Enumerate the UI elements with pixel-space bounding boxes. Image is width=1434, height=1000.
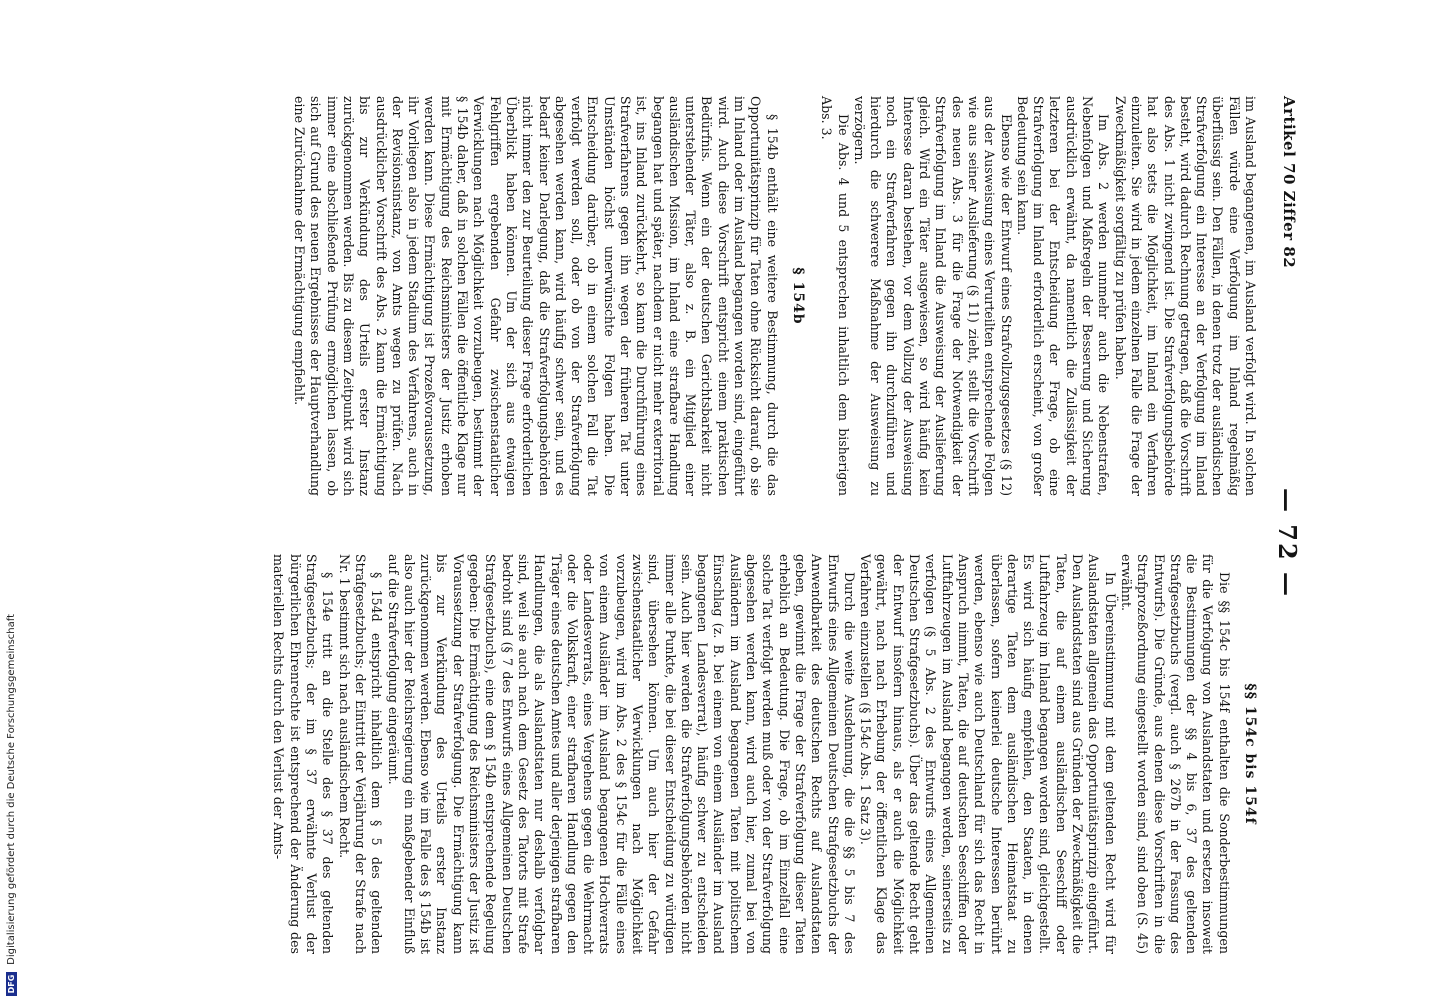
- paragraph: Durch die weite Ausdehnung, die die §§ 5 bis 7 des Entwurfs eines Allgemeinen Deutschen Strafgesetzbuchs der Anwendbarkeit des deutschen Rechts auf Auslandstaten geben, gewinnt die Frage der Strafverfolgung dieser Taten erheblich an Bedeutung. Die Frage, ob im Einzelfall eine solche Tat verfolgt werden muß oder von der Strafverfolgung abgesehen werden kann, wird auch hier, zumal bei von Ausländern im Ausland begangenen Taten mit politischem Einschlag (z. B. bei einem von einem Ausländer im Ausland begangenen Landesverrat), häufig schwer zu entscheiden sein. Auch hier werden die Strafverfolgungsbehörden nicht immer alle Punkte, die bei dieser Entscheidung zu würdigen sind, übersehen können. Um auch hier der Gefahr zwischenstaatlicher Verwicklungen nach Möglichkeit vorzubeugen, wird im Abs. 2 des § 154c für die Fälle eines von einem Ausländer im Ausland begangenen Hochverrats oder Landesverrats, eines Vergehens gegen die Wehrmacht oder die Volkskraft, einer strafbaren Handlung gegen den Träger eines deutschen Amtes und aller derjenigen strafbaren Handlungen, die als Auslandstaten nur deshalb verfolgbar sind, weil sie auch nach dem Gesetz des Tatorts mit Strafe bedroht sind (§ 7 des Entwurfs eines Allgemeinen Deutschen Strafgesetzbuchs), eine dem § 154b entsprechende Regelung gegeben: Die Ermächtigung des Reichsministers der Justiz ist Voraussetzung der Strafverfolgung. Die Ermächtigung kann bis zur Verkündung des Urteils erster Instanz zurückgenommen werden. Ebenso wie im Falle des § 154b ist also auch hier der Reichsregierung ein maßgebender Einfluß auf die Strafverfolgung eingeräumt.: [385, 554, 857, 954]
- right-column: [270, 554, 1258, 954]
- paragraph: § 154d entspricht inhaltlich dem § 5 des geltenden Strafgesetzbuchs; der Eintritt der Verjährung der Strafe nach Nr. 1 bestimmt sich nach ausländischem Recht.: [336, 554, 385, 954]
- paragraph: Die Abs. 4 und 5 entsprechen inhaltlich dem bisherigen Abs. 3.: [819, 96, 851, 496]
- running-head: Artikel 70 Ziffer 82: [1280, 96, 1298, 269]
- footer-text: Digitalisierung gefördert durch die Deutsche Forschungsgemeinschaft: [6, 613, 17, 965]
- page-number: — 72 —: [1273, 487, 1302, 599]
- section-heading: §§ 154c bis 154f: [1242, 683, 1258, 825]
- digitization-footer: [6, 6, 24, 996]
- left-column: [291, 96, 1258, 496]
- paragraph: Ebenso wie der Entwurf eines Strafvollzugsgesetzes (§ 12) aus der Ausweisung eines Verurteilten entsprechende Folgen wie aus seiner Auslieferung (§ 11) zieht, stellt die Vorschrift des neuen Abs. 3 für die Frage der Notwendigkeit der Strafverfolgung im Inland die Ausweisung der Auslieferung gleich. Wird ein Täter ausgewiesen, so wird häufig kein Interesse daran bestehen, vor dem Vollzug der Ausweisung noch ein Strafverfahren gegen ihn durchzuführen und hierdurch die schwerere Maßnahme der Ausweisung zu verzögern.: [851, 96, 1014, 496]
- page-header: [1268, 88, 1302, 998]
- paragraph: Die §§ 154c bis 154f enthalten die Sonderbestimmungen für die Verfolgung von Auslandstaten und ersetzen insoweit die Bestimmungen der §§ 4 bis 6, 37 des geltenden Strafgesetzbuchs (vergl. auch § 267b in der Fassung des Entwurfs). Die Gründe, aus denen diese Vorschriften in die Strafprozeßordnung eingestellt worden sind, sind oben (S. 45) erwähnt.: [1118, 554, 1232, 954]
- paragraph: In Übereinstimmung mit dem geltenden Recht wird für Auslandstaten allgemein das Opportunitätsprinzip eingeführt. Den Auslandstaten sind aus Gründen der Zweckmäßigkeit die Taten, die auf einem ausländischen Seeschiff oder Luftfahrzeug im Inland begangen worden sind, gleichgestellt. Es wird sich häufig empfehlen, den Staaten, in denen derartige Taten dem ausländischen Heimatstaat zu überlassen, sofern keinerlei deutsche Interessen berührt werden, ebenso wie auch Deutschland für sich das Recht in Anspruch nimmt, Taten, die auf deutschen Seeschiffen oder Luftfahrzeugen im Ausland begangen werden, seinerseits zu verfolgen (§ 5 Abs. 2 des Entwurfs eines Allgemeinen Deutschen Strafgesetzbuchs). Über das geltende Recht geht der Entwurf insofern hinaus, als er auch die Möglichkeit gewährt, nach nach Erhebung der öffentlichen Klage das Verfahren einzustellen (§ 154c Abs. 1 Satz 3).: [858, 554, 1118, 954]
- dfg-logo-icon: DFG: [6, 972, 17, 996]
- paragraph: im Ausland begangenen, im Ausland verfolgt wird. In solchen Fällen würde eine Verfolgung im Inland regelmäßig überflüssig sein. Den Fällen, in denen trotz der ausländischen Strafverfolgung ein Interesse an der Verfolgung im Inland besteht, wird dadurch Rechnung getragen, daß die Vorschrift des Abs. 1 nicht zwingend ist. Die Strafverfolgungsbehörde hat also stets die Möglichkeit, im Inland ein Verfahren einzuleiten. Sie wird in jedem einzelnen Falle die Frage der Zweckmäßigkeit sorgfältig zu prüfen haben.: [1112, 96, 1258, 496]
- scanned-page: [128, 88, 1302, 998]
- paragraph: § 154e tritt an die Stelle des § 37 des geltenden Strafgesetzbuchs; der im § 37 erwähnte Verlust der bürgerlichen Ehrenrechte ist entsprechend der Änderung des materiellen Rechts durch den Verlust der Amts-: [271, 554, 336, 954]
- section-heading: § 154b: [789, 267, 806, 325]
- paragraph: Im Abs. 2 werden nunmehr auch die Nebenstrafen, Nebenfolgen und Maßregeln der Besserung und Sicherung ausdrücklich erwähnt, da namentlich die Zulässigkeit der letzteren bei der Entscheidung der Frage, ob eine Strafverfolgung im Inland erforderlich erscheint, von großer Bedeutung sein kann.: [1014, 96, 1112, 496]
- paragraph: § 154b enthält eine weitere Bestimmung, durch die das Opportunitätsprinzip für Taten ohne Rücksicht darauf, ob sie im Inland oder im Ausland begangen worden sind, eingeführt wird. Auch diese Vorschrift entspricht einem praktischen Bedürfnis. Wenn ein der deutschen Gerichtsbarkeit nicht unterstehender Täter, also z. B. ein Mitglied einer ausländischen Mission, im Inland eine strafbare Handlung begangen hat und später, nachdem er nicht mehr exterritorial ist, ins Inland zurückkehrt, so kann die Durchführung eines Strafverfahrens gegen ihn wegen der früheren Tat unter Umständen höchst unerwünschte Folgen haben. Die Entscheidung darüber, ob in einem solchen Fall die Tat verfolgt werden soll, oder ob von der Strafverfolgung abgesehen werden kann, wird häufig schwer sein, und es bedarf keiner Darlegung, daß die Strafverfolgungsbehörden nicht immer den zur Beurteilung dieser Frage erforderlichen Überblick haben können. Um der sich aus etwaigen Fehlgriffen ergebenden Gefahr zwischenstaatlicher Verwicklungen nach Möglichkeit vorzubeugen, bestimmt der § 154b daher, daß in solchen Fällen die öffentliche Klage nur mit Ermächtigung des Reichsministers der Justiz erhoben werden kann. Diese Ermächtigung ist Prozeßvoraussetzung, ihr Vorliegen also in jedem Stadium des Verfahrens, auch in der Revisionsinstanz, von Amts wegen zu prüfen. Nach ausdrücklicher Vorschrift des Abs. 2 kann die Ermächtigung bis zur Verkündung des Urteils erster Instanz zurückgenommen werden. Bis zu diesem Zeitpunkt wird sich immer eine abschließende Prüfung ermöglichen lassen, ob sich auf Grund des neuen Ergebnisses der Hauptverhandlung eine Zurücknahme der Ermächtigung empfiehlt.: [292, 96, 780, 496]
